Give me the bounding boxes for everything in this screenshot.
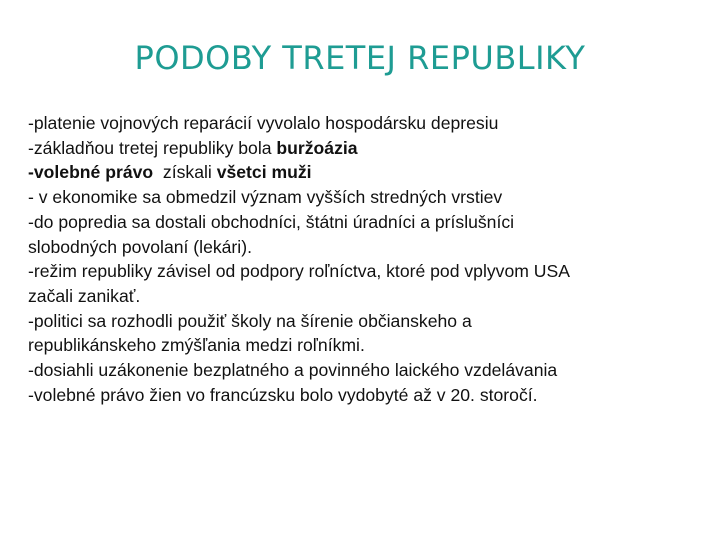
bullet-item: [28, 259, 708, 308]
bullet-item: [28, 383, 708, 408]
bullet-bold-text: buržoázia: [276, 137, 358, 158]
bullet-item: [28, 136, 708, 161]
bullet-bold-text: všetci muži: [216, 162, 312, 183]
bullet-item: [28, 185, 708, 210]
bullet-text: -do popredia sa dostali obchodníci, štátni úradníci a príslušníci: [28, 211, 515, 232]
bullet-text: -politici sa rozhodli použiť školy na šírenie občianskeho a: [28, 310, 472, 331]
bullet-item: [28, 210, 708, 259]
bullet-item: [28, 111, 708, 136]
bullet-list: [28, 111, 708, 407]
bullet-text: -dosiahli uzákonenie bezplatného a povinného laického vzdelávania: [28, 360, 558, 381]
bullet-text: -režim republiky závisel od podpory roľníctva, ktoré pod vplyvom USA: [28, 261, 570, 282]
bullet-text: získali: [153, 162, 217, 183]
bullet-continuation: republikánskeho zmýšľania medzi roľníkmi.: [28, 335, 365, 356]
slide-title: PODOBY TRETEJ REPUBLIKY: [134, 39, 586, 77]
bullet-text: -volebné právo žien vo francúzsku bolo vydobyté až v 20. storočí.: [28, 384, 538, 405]
bullet-continuation: slobodných povolaní (lekári).: [28, 236, 252, 257]
bullet-item: [28, 358, 708, 383]
bullet-item: [28, 160, 708, 185]
bullet-text: -platenie vojnových reparácií vyvolalo hospodársku depresiu: [28, 113, 499, 133]
bullet-continuation: začali zanikať.: [28, 285, 141, 306]
bullet-item: [28, 309, 708, 358]
bullet-text: - v ekonomike sa obmedzil význam vyšších stredných vrstiev: [28, 187, 503, 208]
bullet-text: -základňou tretej republiky bola: [28, 137, 277, 158]
bullet-bold-prefix: -volebné právo: [28, 162, 154, 183]
